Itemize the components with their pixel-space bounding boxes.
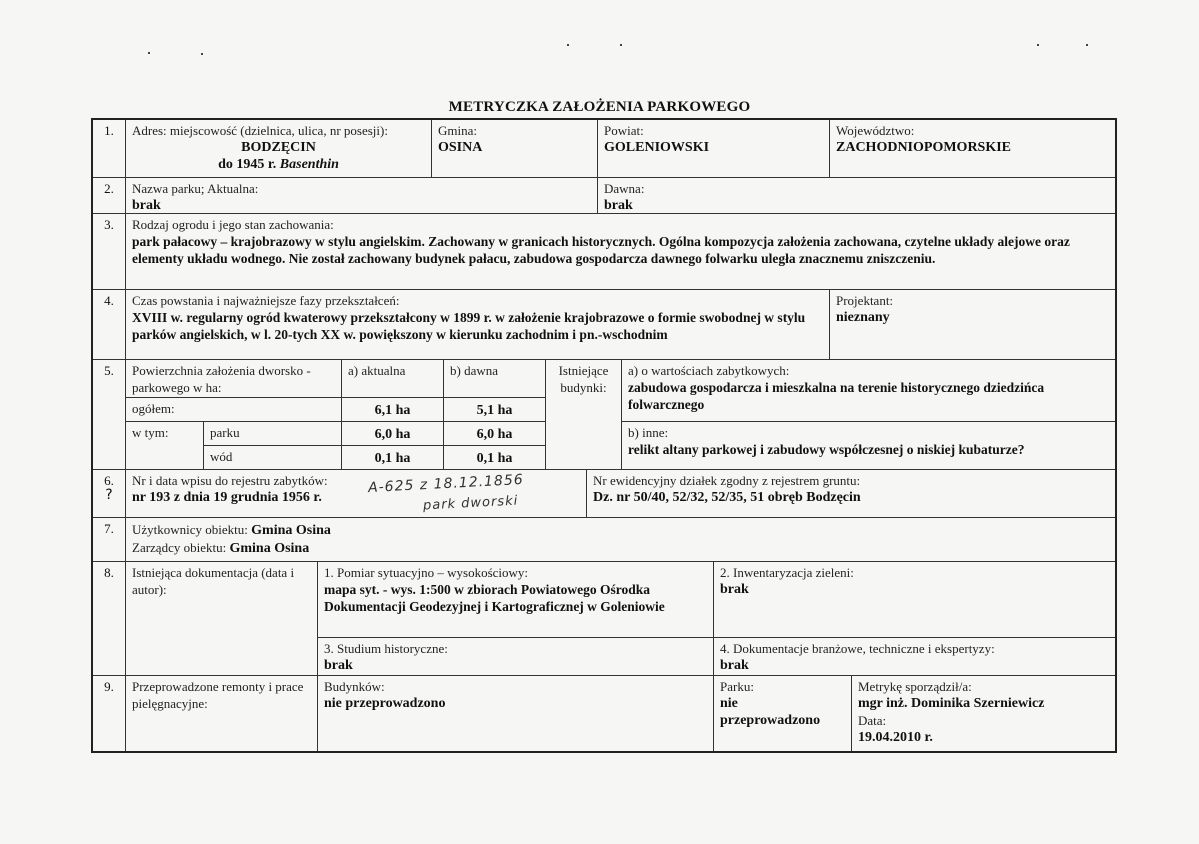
former-name-value: brak bbox=[604, 198, 633, 213]
handwritten-park-note: park dworski bbox=[422, 493, 519, 514]
historic-buildings-cell bbox=[622, 360, 1115, 422]
historic-buildings-label: a) o wartościach zabytkowych: bbox=[628, 363, 790, 378]
repairs-label-cell bbox=[126, 676, 318, 751]
register-value: nr 193 z dnia 19 grudnia 1956 r. bbox=[132, 490, 322, 505]
row-number: 4. bbox=[93, 290, 126, 360]
voivodeship-label: Województwo: bbox=[836, 123, 915, 138]
park-repairs-value: nie przeprowadzono bbox=[720, 696, 821, 728]
area-including-label: w tym: bbox=[132, 425, 169, 440]
greenery-label: 2. Inwentaryzacja zieleni: bbox=[720, 565, 854, 580]
building-repairs-label: Budynków: bbox=[324, 679, 385, 694]
buildings-label-cell bbox=[546, 360, 622, 470]
powiat-cell bbox=[598, 120, 830, 178]
scan-speck bbox=[1086, 44, 1088, 46]
users-cell bbox=[126, 518, 1115, 562]
gmina-cell bbox=[432, 120, 598, 178]
row-number: 7. bbox=[93, 518, 126, 562]
former-name-cell bbox=[598, 178, 1115, 214]
author-value: mgr inż. Dominika Szerniewicz bbox=[858, 696, 1045, 711]
docs-label: Istniejąca dokumentacja (data i autor): bbox=[132, 565, 295, 597]
handwritten-register-note: A-625 z 18.12.1856 bbox=[367, 471, 525, 497]
row-number: 1. bbox=[93, 120, 126, 178]
users-line bbox=[132, 521, 1109, 539]
plots-label: Nr ewidencyjny działek zgodny z rejestrem gruntu: bbox=[593, 473, 861, 488]
other-buildings-label: b) inne: bbox=[628, 425, 669, 440]
gmina-value: OSINA bbox=[438, 140, 483, 155]
building-repairs-cell bbox=[318, 676, 714, 751]
author-label: Metrykę sporządził/a: bbox=[858, 679, 972, 694]
park-name-label: Nazwa parku; Aktualna: bbox=[132, 181, 259, 196]
area-total-former: 5,1 ha bbox=[444, 398, 546, 422]
area-park-label: parku bbox=[210, 425, 240, 440]
address-value: BODZĘCIN bbox=[241, 140, 316, 155]
scan-speck bbox=[1037, 44, 1039, 46]
repairs-label: Przeprowadzone remonty i prace pielęgnacyjne: bbox=[132, 679, 304, 711]
area-total-current: 6,1 ha bbox=[342, 398, 444, 422]
managers-label: Zarządcy obiektu: bbox=[132, 540, 227, 555]
area-total-label: ogółem: bbox=[132, 401, 175, 416]
garden-type-cell bbox=[126, 214, 1115, 290]
branch-docs-label: 4. Dokumentacje branżowe, techniczne i ekspertyzy: bbox=[720, 641, 995, 656]
address-cell bbox=[126, 120, 432, 178]
park-repairs-cell bbox=[714, 676, 852, 751]
scan-speck bbox=[620, 44, 622, 46]
park-record-form bbox=[91, 118, 1117, 753]
managers-line bbox=[132, 539, 1109, 557]
powiat-label: Powiat: bbox=[604, 123, 644, 138]
former-name-label: Dawna: bbox=[604, 181, 645, 196]
survey-value: mapa syt. - wys. 1:500 w zbiorach Powiatowego Ośrodka Dokumentacji Geodezyjnej i Kartograficznej w Goleniowie bbox=[324, 582, 665, 614]
area-park-current: 6,0 ha bbox=[342, 422, 444, 446]
voivodeship-cell bbox=[830, 120, 1115, 178]
docs-label-cell bbox=[126, 562, 318, 676]
history-phases-cell bbox=[126, 290, 830, 360]
park-name-cell bbox=[126, 178, 598, 214]
address-former-prefix: do 1945 r. bbox=[218, 157, 277, 172]
area-including-label-cell bbox=[126, 422, 204, 470]
managers-value: Gmina Osina bbox=[229, 541, 310, 556]
date-value: 19.04.2010 r. bbox=[858, 730, 933, 745]
area-water-current: 0,1 ha bbox=[342, 446, 444, 470]
branch-docs-cell bbox=[714, 638, 1115, 676]
address-label: Adres: miejscowość (dzielnica, ulica, nr posesji): bbox=[132, 123, 388, 138]
powiat-value: GOLENIOWSKI bbox=[604, 140, 710, 155]
area-current-label: a) aktualna bbox=[348, 363, 406, 378]
area-water-label-cell bbox=[204, 446, 342, 470]
other-buildings-value: relikt altany parkowej i zabudowy współczesnej o niskiej kubaturze? bbox=[628, 442, 1025, 457]
area-label: Powierzchnia założenia dworsko - parkowego w ha: bbox=[132, 363, 311, 395]
history-phases-label: Czas powstania i najważniejsze fazy przekształceń: bbox=[132, 293, 400, 308]
area-park-label-cell bbox=[204, 422, 342, 446]
park-name-value: brak bbox=[132, 198, 161, 213]
history-study-value: brak bbox=[324, 658, 353, 673]
garden-type-label: Rodzaj ogrodu i jego stan zachowania: bbox=[132, 217, 334, 232]
users-value: Gmina Osina bbox=[251, 523, 331, 538]
other-buildings-cell bbox=[622, 422, 1115, 470]
gmina-label: Gmina: bbox=[438, 123, 477, 138]
voivodeship-value: ZACHODNIOPOMORSKIE bbox=[836, 140, 1012, 155]
park-repairs-label: Parku: bbox=[720, 679, 754, 694]
area-park-former: 6,0 ha bbox=[444, 422, 546, 446]
greenery-value: brak bbox=[720, 582, 749, 597]
row-number: 5. bbox=[93, 360, 126, 470]
register-label: Nr i data wpisu do rejestru zabytków: bbox=[132, 473, 328, 488]
area-former-label: b) dawna bbox=[450, 363, 499, 378]
row-number: 6. bbox=[104, 473, 114, 488]
address-former-name bbox=[132, 156, 425, 173]
designer-value: nieznany bbox=[836, 310, 890, 325]
history-phases-value: XVIII w. regularny ogród kwaterowy przekształcony w 1899 r. w założenie krajobrazowe o formie swobodnej w stylu parków angielskich, w l. 20-tych XX w. powiększony w kierunku zachodnim i pn.-wschodnim bbox=[132, 310, 806, 342]
scan-speck bbox=[148, 52, 150, 54]
author-cell bbox=[852, 676, 1115, 751]
area-current-header bbox=[342, 360, 444, 398]
area-label-cell bbox=[126, 360, 342, 398]
row-number-cell bbox=[93, 470, 126, 518]
row-number: 8. bbox=[93, 562, 126, 676]
area-former-header bbox=[444, 360, 546, 398]
row-number: 9. bbox=[93, 676, 126, 751]
area-total-label-cell bbox=[126, 398, 342, 422]
greenery-cell bbox=[714, 562, 1115, 638]
address-former-value: Basenthin bbox=[279, 157, 339, 172]
users-label: Użytkownicy obiektu: bbox=[132, 522, 248, 537]
date-label: Data: bbox=[858, 713, 887, 728]
branch-docs-value: brak bbox=[720, 658, 749, 673]
buildings-label: Istniejące budynki: bbox=[558, 363, 609, 395]
row-number: 2. bbox=[93, 178, 126, 214]
area-water-former: 0,1 ha bbox=[444, 446, 546, 470]
scan-speck bbox=[201, 53, 203, 55]
handwritten-margin-mark: ? bbox=[105, 487, 113, 503]
history-study-label: 3. Studium historyczne: bbox=[324, 641, 448, 656]
history-study-cell bbox=[318, 638, 714, 676]
document-title: METRYCZKA ZAŁOŻENIA PARKOWEGO bbox=[448, 99, 751, 115]
scan-speck bbox=[567, 44, 569, 46]
historic-buildings-value: zabudowa gospodarcza i mieszkalna na terenie historycznego dziedzińca folwarcznego bbox=[628, 380, 1045, 412]
plots-value: Dz. nr 50/40, 52/32, 52/35, 51 obręb Bodzęcin bbox=[593, 490, 861, 505]
survey-label: 1. Pomiar sytuacyjno – wysokościowy: bbox=[324, 565, 529, 580]
survey-cell bbox=[318, 562, 714, 638]
garden-type-value: park pałacowy – krajobrazowy w stylu angielskim. Zachowany w granicach historycznych. Ogólna kompozycja założenia zachowana, czytelne układy alejowe oraz elementy układu wodnego. Nie został zachowany budynek pałacu, zabudowa gospodarcza dawnego folwarku uległa znacznemu zniszczeniu. bbox=[132, 234, 1070, 266]
area-water-label: wód bbox=[210, 449, 233, 464]
row-number: 3. bbox=[93, 214, 126, 290]
designer-label: Projektant: bbox=[836, 293, 894, 308]
plots-cell bbox=[587, 470, 1115, 518]
designer-cell bbox=[830, 290, 1115, 360]
building-repairs-value: nie przeprowadzono bbox=[324, 696, 446, 711]
